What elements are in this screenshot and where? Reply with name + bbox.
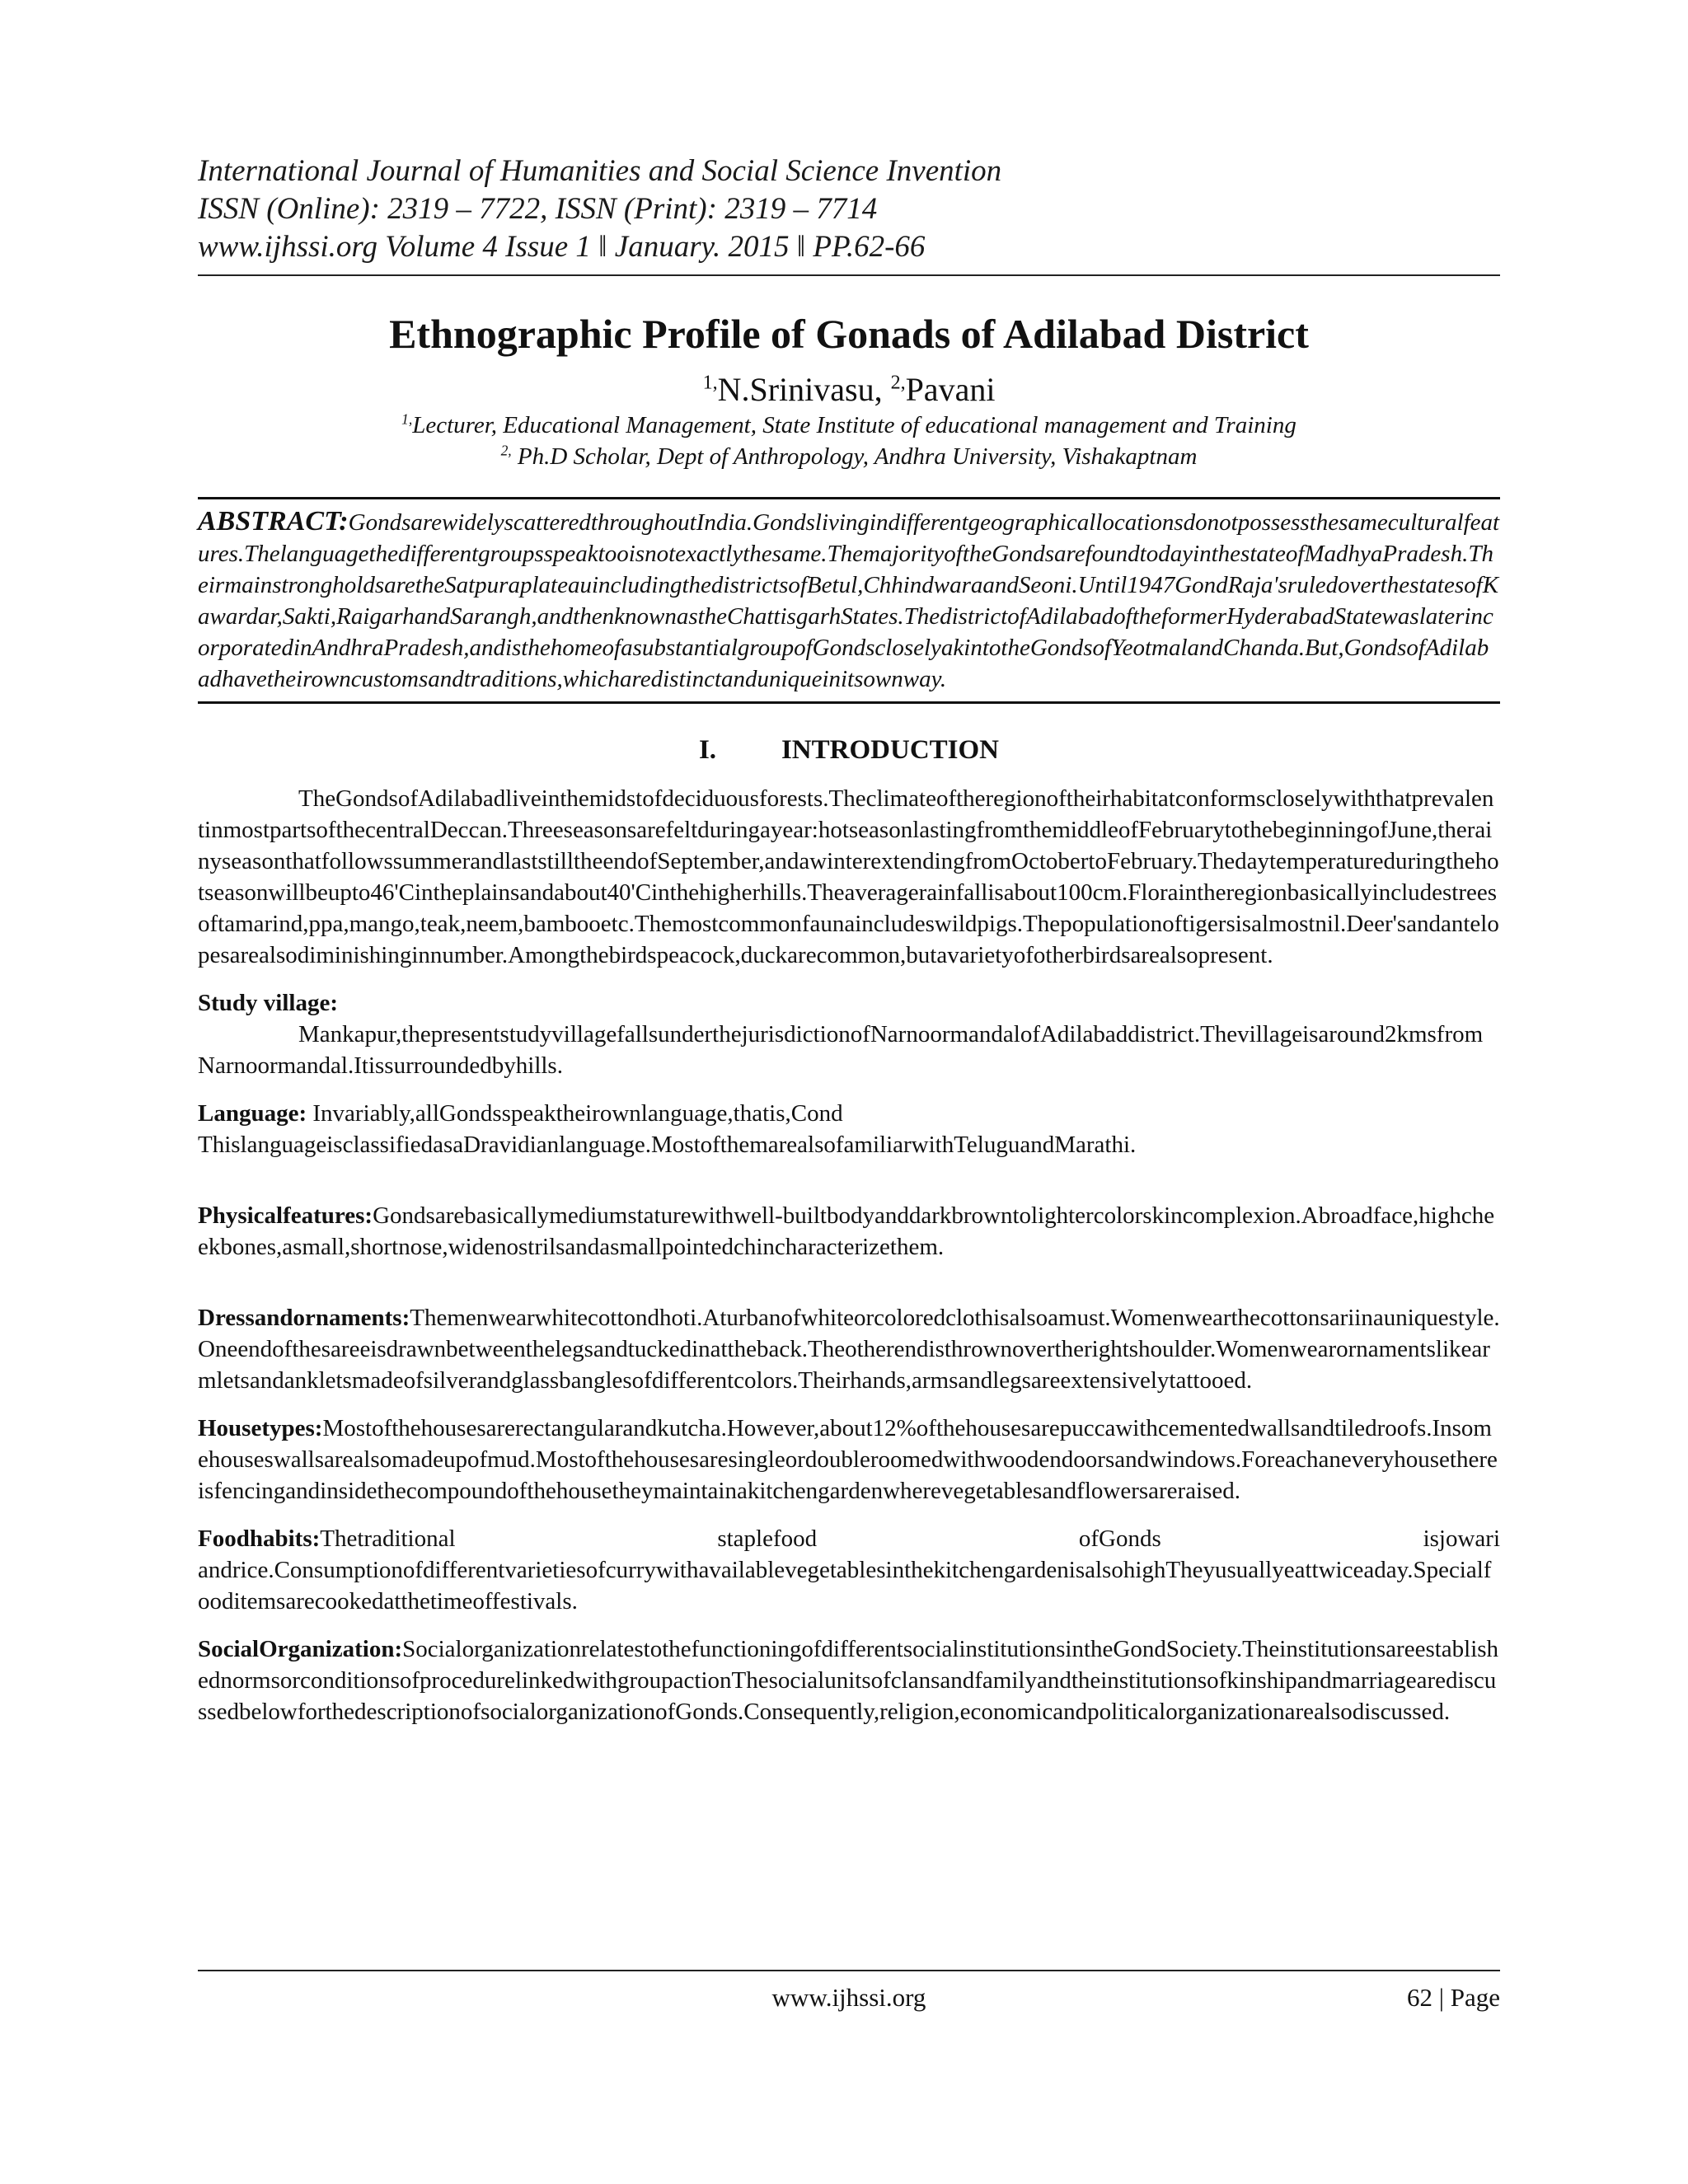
journal-name: International Journal of Humanities and Social Science Invention xyxy=(198,154,1002,188)
food-text: Thetraditional staplefood ofGonds isjowari andrice.ConsumptionofdifferentvarietiesofcurrywithavailablevegetablesinthekitchengardenisalsohighTheyusuallyeattwiceaday.Specialfooditemsarecookedatthetimeoffestivals. xyxy=(198,1526,1500,1615)
dress-block xyxy=(198,1302,1500,1396)
dress-text: Themenwearwhitecottondhoti.Aturbanofwhiteorcoloredclothisalsoamust.Womenwearthecottonsariinauniquestyle.Oneendofthesareeisdrawnbetweenthelegsandtuckedinattheback.Theotherendisthrownovertherightshoulder.Womenwearornamentslikearmletsandankletsmadeofsilverandglassbanglesofdifferentcolors.Theirhands,armsandlegsareextensivelytattooed. xyxy=(198,1305,1500,1394)
physical-heading: Physicalfeatures: xyxy=(198,1202,373,1229)
paper-page xyxy=(198,152,1500,1727)
section-heading xyxy=(198,732,1500,768)
author-1-name: N.Srinivasu, xyxy=(717,371,883,408)
affiliation-1 xyxy=(198,410,1500,441)
journal-header xyxy=(198,152,1500,266)
paper-title: Ethnographic Profile of Gonads of Adilabad District xyxy=(389,311,1309,357)
social-heading: SocialOrganization: xyxy=(198,1636,403,1662)
physical-block xyxy=(198,1200,1500,1263)
abstract xyxy=(198,499,1500,701)
study-village-text: Mankapur,thepresentstudyvillagefallsunderthejurisdictionofNarnoormandalofAdilabaddistrict.Thevillageisaround2kmsfromNarnoormandal.Itissurroundedbyhills. xyxy=(198,1021,1484,1079)
language-heading: Language: xyxy=(198,1100,307,1127)
affiliation-1-sup: 1, xyxy=(401,410,413,428)
food-block xyxy=(198,1523,1500,1617)
author-2-name: Pavani xyxy=(905,371,996,408)
footer-page-number: 62 | Page xyxy=(1407,1983,1500,2012)
section-title: INTRODUCTION xyxy=(781,735,1000,765)
journal-issn: ISSN (Online): 2319 – 7722, ISSN (Print): 2319 – 7714 xyxy=(198,192,878,226)
physical-text: Gondsarebasicallymediumstaturewithwell-builtbodyanddarkbrowntolightercolorskincomplexion.Abroadface,highcheekbones,asmall,shortnose,widenostrilsandasmallpointedchincharacterizethem. xyxy=(198,1202,1495,1260)
authors xyxy=(198,370,1500,410)
abstract-text: GondsarewidelyscatteredthroughoutIndia.Gondslivingindifferentgeographicallocationsdonotpossessthesameculturalfeatures.Thelanguagethedifferentgroupsspeaktooisnotexactlythesame.ThemajorityoftheGondsarefoundtodayinthestateofMadhyaPradesh.TheirmainstrongholdsaretheSatpuraplateauincludingthedistrictsofBetul,ChhindwaraandSeoni.Until1947GondRaja'sruledoverthestatesofKawardar,Sakti,RaigarhandSarangh,andthenknownastheChattisgarhStates.ThedistrictofAdilabadoftheformerHyderabadStatewaslaterincorporatedinAndhraPradesh,andisthehomeofasubstantialgroupofGondscloselyakintotheGondsofYeotmalandChanda.But,GondsofAdilabadhavetheirowncustomsandtraditions,whicharedistinctanduniqueinitsownway. xyxy=(198,509,1500,692)
study-village-heading: Study village: xyxy=(198,990,338,1016)
social-text: SocialorganizationrelatestothefunctioningofdifferentsocialinstitutionsintheGondSociety.TheinstitutionsareestablishednormsorconditionsofprocedurelinkedwithgroupactionThesocialunitsofclansandfamilyandtheinstitutionsofkinshipandmarriagearediscussedbelowforthedescriptionofsocialorganizationofGonds.Consequently,religion,economicandpoliticalorganizationarealsodiscussed. xyxy=(198,1636,1499,1725)
affiliation-2 xyxy=(198,441,1500,472)
footer-url[interactable]: www.ijhssi.org xyxy=(771,1983,926,2012)
author-2-sup: 2, xyxy=(890,372,906,394)
language-block xyxy=(198,1098,1500,1160)
intro-paragraph: TheGondsofAdilabadliveinthemidstofdeciduousforests.TheclimateoftheregionoftheirhabitatconformscloselywiththatprevalentinmostpartsofthecentralDeccan.Threeseasonsarefeltduringayear:hotseasonlastingfromthemiddleofFebruarytothebeginningofJune,therainyseasonthatfollowssummerandlaststilltheendofSeptember,andawinterextendingfromOctobertoFebruary.Thedaytemperatureduringthehotseasonwillbeupto46'Cintheplainsandabout40'Cinthehigherhills.Theaveragerainfallisabout100cm.Floraintheregionbasicallyincludestreesoftamarind,ppa,mango,teak,neem,bambooetc.Themostcommonfaunaincludeswildpigs.Thepopulationoftigersisalmostnil.Deer'sandantelopesarealsodiminishinginnumber.Amongthebirdspeacock,duckarecommon,butavarietyofotherbirdsarealsopresent. xyxy=(198,785,1499,968)
journal-volume: www.ijhssi.org Volume 4 Issue 1 ǁ January. 2015 ǁ PP.62-66 xyxy=(198,230,926,264)
house-block xyxy=(198,1413,1500,1507)
food-heading: Foodhabits: xyxy=(198,1526,321,1552)
abstract-bottom-rule xyxy=(198,701,1500,704)
affiliation-2-sup: 2, xyxy=(500,442,512,459)
page-footer xyxy=(198,1970,1500,2018)
footer-rule xyxy=(198,1970,1500,1971)
social-block xyxy=(198,1633,1500,1727)
dress-heading: Dressandornaments: xyxy=(198,1305,410,1331)
house-text: Mostofthehousesarerectangularandkutcha.However,about12%ofthehousesarepuccawithcementedwallsandtiledroofs.Insomehouseswallsarealsomadeupofmud.Mostofthehousesaresingleordoubleroomedwithwoodendoorsandwindows.Foreachaneveryhousethereisfencingandinsidethecompoundofthehousetheymaintainakitchengardenwherevegetablesandflowersareraised. xyxy=(198,1415,1498,1504)
header-rule xyxy=(198,274,1500,276)
house-heading: Housetypes: xyxy=(198,1415,323,1441)
study-village-block xyxy=(198,987,1500,1081)
affiliation-2-text: Ph.D Scholar, Dept of Anthropology, Andhra University, Vishakaptnam xyxy=(517,443,1198,470)
author-1-sup: 1, xyxy=(702,372,718,394)
language-line-1: Invariably,allGondsspeaktheirownlanguage,thatis,Cond xyxy=(307,1100,843,1127)
section-number: I. xyxy=(698,735,717,765)
affiliation-1-text: Lecturer, Educational Management, State Institute of educational management and Training xyxy=(412,412,1296,438)
abstract-label: ABSTRACT: xyxy=(198,506,349,537)
language-line-2: ThislanguageisclassifiedasaDravidianlanguage.MostofthemarealsofamiliarwithTeluguandMarathi. xyxy=(198,1132,1137,1158)
